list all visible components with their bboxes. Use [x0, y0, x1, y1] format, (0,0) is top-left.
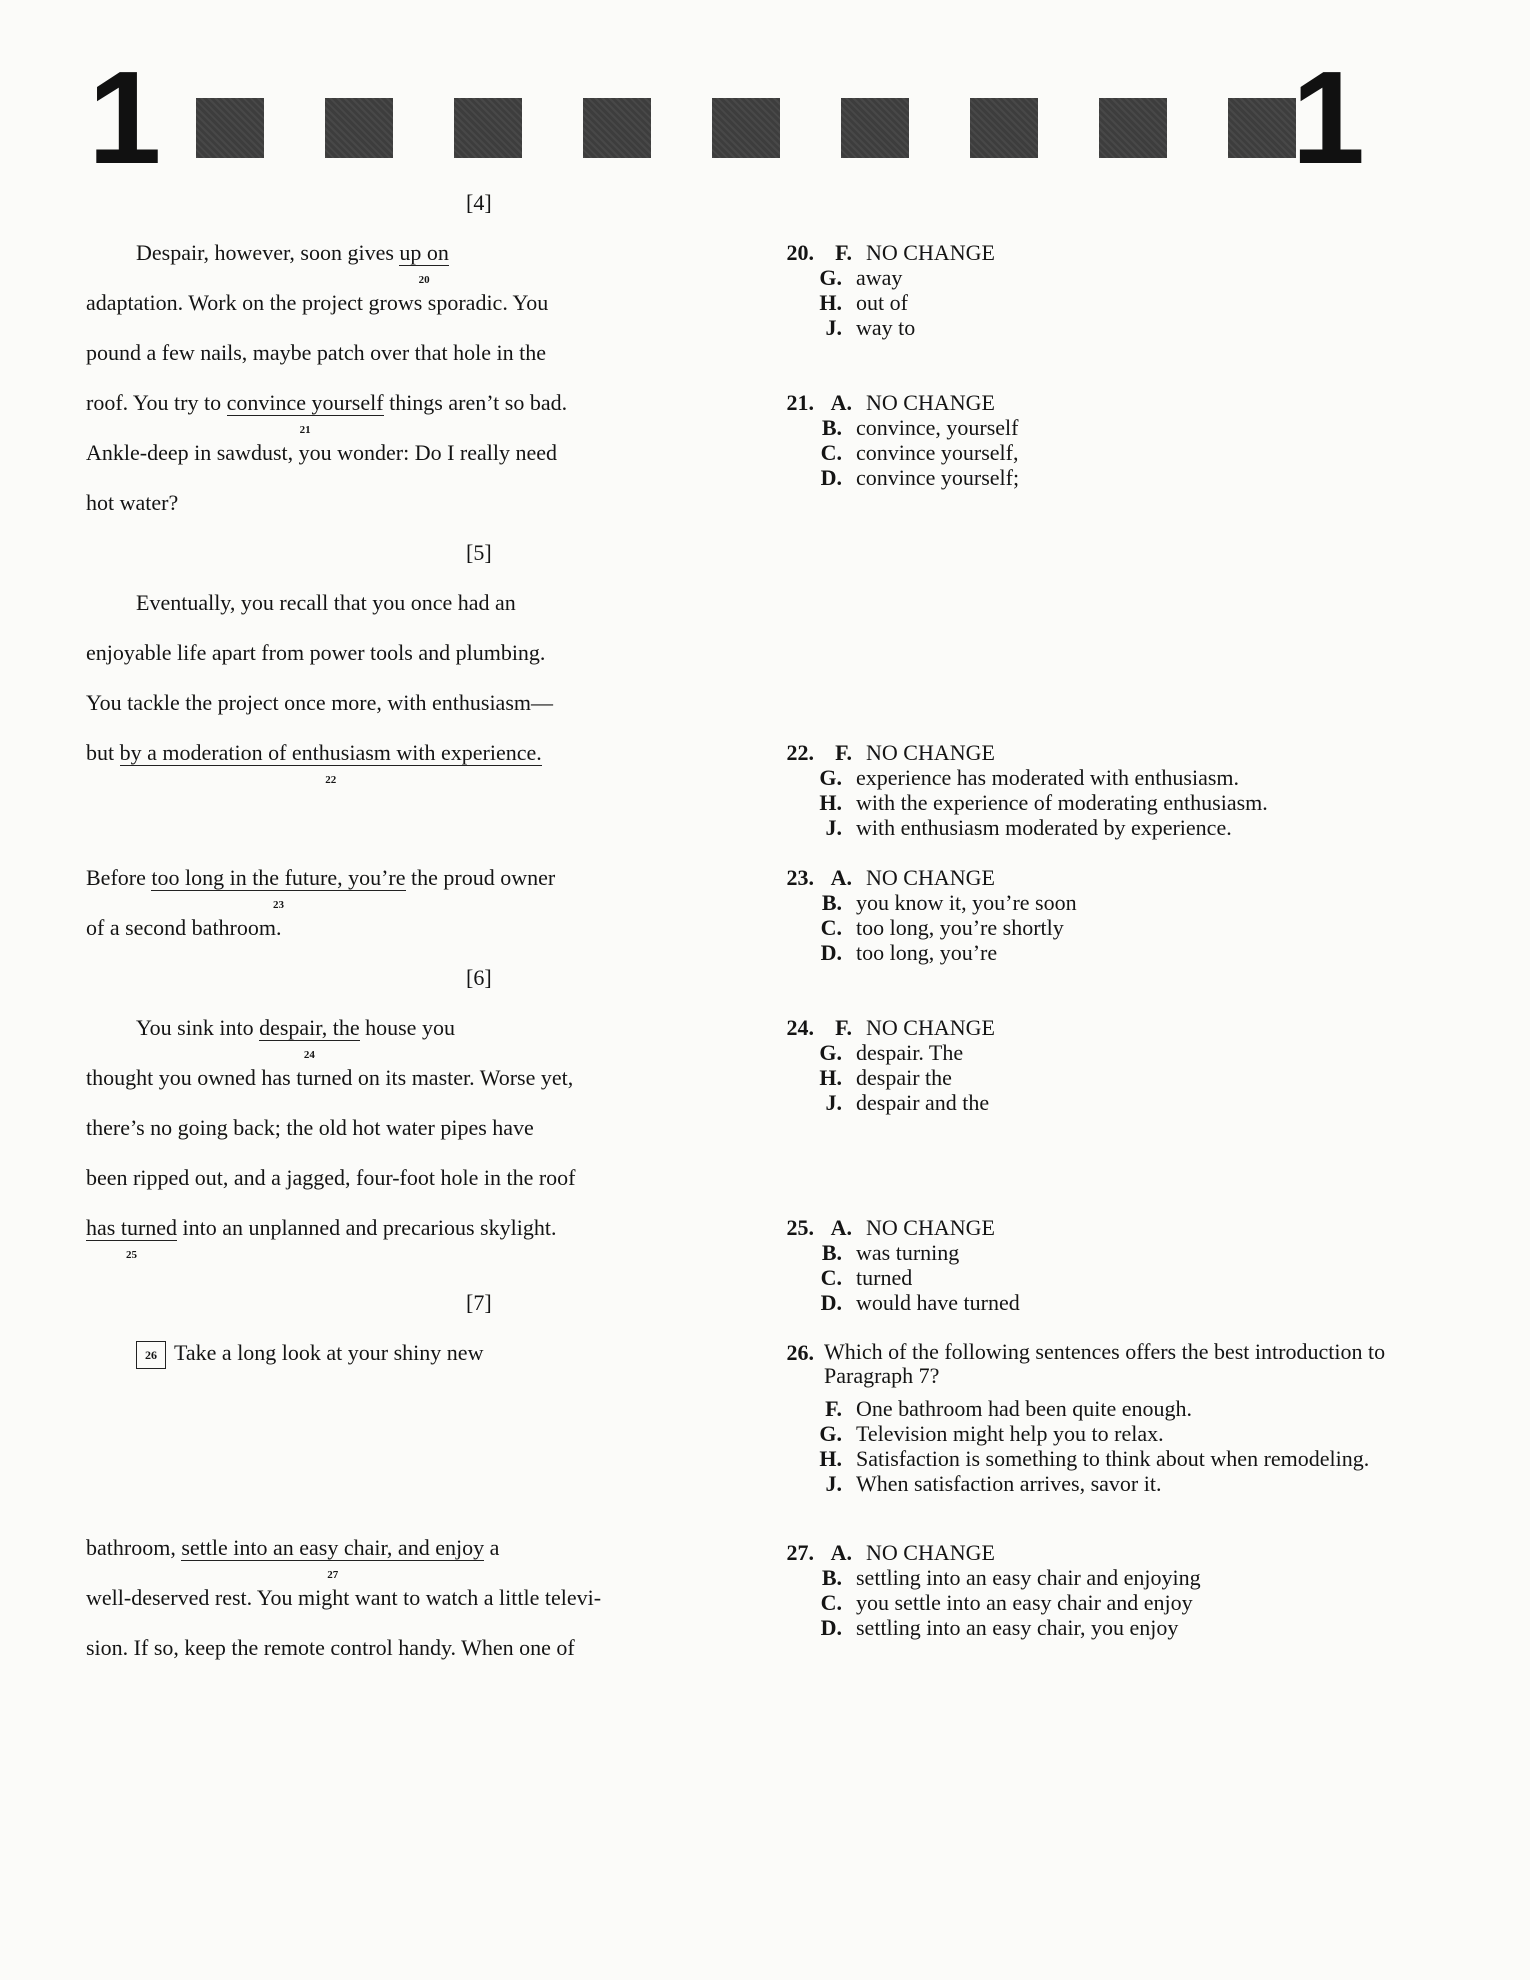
answer-option[interactable]	[762, 890, 1392, 915]
option-text: experience has moderated with enthusiasm.	[856, 765, 1240, 790]
passage-line: adaptation. Work on the project grows sporadic. You	[86, 290, 549, 315]
option-letter: G.	[819, 1421, 842, 1446]
underlined-portion	[86, 1215, 178, 1261]
question-number: 26.	[786, 1340, 814, 1365]
underlined-text: despair, the	[259, 1015, 360, 1040]
header-block	[196, 98, 264, 158]
option-letter: G.	[819, 1040, 842, 1065]
passage-text: things aren’t so bad.	[383, 390, 568, 415]
answer-option[interactable]	[762, 315, 1392, 340]
answer-option[interactable]	[762, 1015, 1392, 1040]
option-text: Satisfaction is something to think about when remodeling.	[856, 1446, 1370, 1471]
answer-option[interactable]	[762, 765, 1392, 790]
question-number: 24.	[786, 1015, 814, 1040]
passage-text: You sink into	[136, 1015, 260, 1040]
answer-option[interactable]	[762, 740, 1392, 765]
option-text: settling into an easy chair and enjoying	[856, 1565, 1201, 1590]
passage-line: well-deserved rest. You might want to watch a little televi-	[86, 1585, 602, 1610]
passage-line	[86, 1015, 455, 1061]
option-letter: H.	[819, 790, 842, 815]
option-text: despair and the	[856, 1090, 990, 1115]
passage-line: Eventually, you recall that you once had an	[136, 590, 516, 615]
question-number: 22.	[786, 740, 814, 765]
question-number-marker: 25	[126, 1249, 138, 1261]
question-number-marker: 24	[303, 1049, 315, 1061]
passage-line: of a second bathroom.	[86, 915, 282, 940]
option-letter: A.	[830, 865, 852, 890]
paragraph-label: [6]	[466, 965, 492, 990]
question-number: 25.	[786, 1215, 814, 1240]
question-stem	[762, 1340, 1392, 1388]
passage-text: Despair, however, soon gives	[136, 240, 400, 265]
option-text: convince yourself;	[856, 465, 1020, 490]
option-text: way to	[856, 315, 916, 340]
passage-text: into an unplanned and precarious skylight.	[177, 1215, 557, 1240]
option-text: too long, you’re	[856, 940, 998, 965]
underlined-text: too long in the future, you’re	[151, 865, 406, 890]
question-number-marker: 21	[299, 424, 311, 436]
underlined-text: up on	[399, 240, 449, 265]
question-number: 20.	[786, 240, 814, 265]
passage-text: the proud owner	[405, 865, 556, 890]
answer-option[interactable]	[762, 465, 1392, 490]
answer-option[interactable]	[762, 1065, 1392, 1090]
passage-line: there’s no going back; the old hot water pipes have	[86, 1115, 534, 1140]
passage-line: sion. If so, keep the remote control handy. When one of	[86, 1635, 575, 1660]
header-block	[841, 98, 909, 158]
option-text: despair. The	[856, 1040, 964, 1065]
section-header	[0, 0, 1530, 190]
option-letter: D.	[820, 1290, 842, 1315]
option-letter: C.	[820, 1590, 842, 1615]
option-letter: D.	[820, 940, 842, 965]
passage-line	[86, 240, 449, 286]
answer-option[interactable]	[762, 815, 1392, 840]
option-letter: C.	[820, 1265, 842, 1290]
answer-option[interactable]	[762, 1471, 1392, 1496]
passage-text: Take a long look at your shiny new	[174, 1340, 484, 1365]
passage-text: but	[86, 740, 120, 765]
option-letter: G.	[819, 265, 842, 290]
header-block	[454, 98, 522, 158]
underlined-text: by a moderation of enthusiasm with experience.	[119, 740, 542, 765]
option-text: NO CHANGE	[866, 865, 995, 890]
option-text: One bathroom had been quite enough.	[856, 1396, 1193, 1421]
option-letter: H.	[819, 290, 842, 315]
passage-line: enjoyable life apart from power tools and plumbing.	[86, 640, 546, 665]
option-text: convince yourself,	[856, 440, 1019, 465]
answer-option[interactable]	[762, 1565, 1392, 1590]
passage-line	[86, 865, 556, 911]
question-number-marker: 20	[418, 274, 430, 286]
option-letter: H.	[819, 1065, 842, 1090]
option-text: turned	[856, 1265, 913, 1290]
paragraph-label: [5]	[466, 540, 492, 565]
option-letter: A.	[830, 390, 852, 415]
answer-option[interactable]	[762, 865, 1392, 890]
passage-line	[86, 390, 568, 436]
answer-option[interactable]	[762, 1590, 1392, 1615]
option-letter: F.	[835, 1015, 852, 1040]
underlined-portion	[259, 1015, 360, 1061]
underlined-portion	[181, 1535, 485, 1581]
option-text: NO CHANGE	[866, 390, 995, 415]
option-text: you settle into an easy chair and enjoy	[856, 1590, 1193, 1615]
option-text: settling into an easy chair, you enjoy	[856, 1615, 1179, 1640]
passage-line: hot water?	[86, 490, 179, 515]
option-letter: F.	[835, 240, 852, 265]
option-text: When satisfaction arrives, savor it.	[856, 1471, 1162, 1496]
answer-option[interactable]	[762, 1215, 1392, 1240]
option-letter: F.	[825, 1396, 842, 1421]
passage-line	[86, 1215, 557, 1261]
answer-option[interactable]	[762, 1396, 1392, 1421]
option-letter: B.	[821, 1240, 842, 1265]
answer-option[interactable]	[762, 1040, 1392, 1065]
passage-text: a	[484, 1535, 500, 1560]
option-text: NO CHANGE	[866, 1215, 995, 1240]
option-letter: B.	[821, 1565, 842, 1590]
passage-line	[86, 1340, 483, 1369]
header-block	[583, 98, 651, 158]
header-block	[1228, 98, 1296, 158]
question-number: 21.	[786, 390, 814, 415]
passage-text: bathroom,	[86, 1535, 182, 1560]
option-letter: D.	[820, 1615, 842, 1640]
underlined-text: convince yourself	[226, 390, 384, 415]
option-text: NO CHANGE	[866, 1015, 995, 1040]
section-number-right: 1	[1291, 44, 1365, 191]
answer-option[interactable]	[762, 1615, 1392, 1640]
boxed-question-number: 26	[136, 1341, 166, 1369]
header-block	[970, 98, 1038, 158]
passage-line: pound a few nails, maybe patch over that hole in the	[86, 340, 547, 365]
option-text: with enthusiasm moderated by experience.	[856, 815, 1232, 840]
question-23	[762, 865, 1392, 965]
question-number-marker: 27	[327, 1569, 339, 1581]
option-text: NO CHANGE	[866, 1540, 995, 1565]
option-text: away	[856, 265, 903, 290]
passage-line: You tackle the project once more, with enthusiasm—	[86, 690, 553, 715]
header-block	[712, 98, 780, 158]
answer-option[interactable]	[762, 1290, 1392, 1315]
option-letter: A.	[830, 1540, 852, 1565]
option-text: Television might help you to relax.	[856, 1421, 1164, 1446]
underlined-portion	[151, 865, 406, 911]
option-text: NO CHANGE	[866, 240, 995, 265]
option-text: too long, you’re shortly	[856, 915, 1064, 940]
option-letter: B.	[821, 890, 842, 915]
underlined-portion	[226, 390, 384, 436]
header-block	[1099, 98, 1167, 158]
passage-line: thought you owned has turned on its master. Worse yet,	[86, 1065, 574, 1090]
option-text: despair the	[856, 1065, 952, 1090]
question-number: 27.	[786, 1540, 814, 1565]
answer-option[interactable]	[762, 1540, 1392, 1565]
option-text: out of	[856, 290, 908, 315]
option-letter: A.	[830, 1215, 852, 1240]
answer-option[interactable]	[762, 1421, 1392, 1446]
answer-option[interactable]	[762, 1446, 1392, 1471]
option-letter: J.	[825, 315, 842, 340]
section-number-left: 1	[88, 44, 162, 191]
underlined-portion	[399, 240, 449, 286]
paragraph-label: [4]	[466, 190, 492, 215]
answer-option[interactable]	[762, 290, 1392, 315]
paragraph-label: [7]	[466, 1290, 492, 1315]
answer-option[interactable]	[762, 1090, 1392, 1115]
passage-text: Before	[86, 865, 152, 890]
question-number-marker: 22	[325, 774, 337, 786]
option-text: was turning	[856, 1240, 960, 1265]
question-21	[762, 390, 1392, 490]
question-26	[762, 1340, 1392, 1496]
passage-line: been ripped out, and a jagged, four-foot hole in the roof	[86, 1165, 576, 1190]
option-text: convince, yourself	[856, 415, 1019, 440]
option-text: with the experience of moderating enthusiasm.	[856, 790, 1268, 815]
underlined-text: has turned	[86, 1215, 178, 1240]
option-text: NO CHANGE	[866, 740, 995, 765]
option-letter: F.	[835, 740, 852, 765]
option-text: you know it, you’re soon	[856, 890, 1077, 915]
question-number-marker: 23	[272, 899, 284, 911]
question-20	[762, 240, 1392, 340]
option-letter: J.	[825, 1471, 842, 1496]
option-letter: J.	[825, 815, 842, 840]
question-25	[762, 1215, 1392, 1315]
passage-text: roof. You try to	[86, 390, 227, 415]
underlined-portion	[119, 740, 542, 786]
option-letter: B.	[821, 415, 842, 440]
option-letter: J.	[825, 1090, 842, 1115]
question-27	[762, 1540, 1392, 1640]
answer-option[interactable]	[762, 1265, 1392, 1290]
option-letter: D.	[820, 465, 842, 490]
question-22	[762, 740, 1392, 840]
answer-option[interactable]	[762, 390, 1392, 415]
answer-option[interactable]	[762, 915, 1392, 940]
option-letter: G.	[819, 765, 842, 790]
passage-line	[86, 740, 542, 786]
answer-option[interactable]	[762, 240, 1392, 265]
underlined-text: settle into an easy chair, and enjoy	[181, 1535, 485, 1560]
answer-option[interactable]	[762, 265, 1392, 290]
answer-option[interactable]	[762, 790, 1392, 815]
question-stem-text: Which of the following sentences offers the best introduction to Paragraph 7?	[824, 1339, 1386, 1388]
answer-option[interactable]	[762, 415, 1392, 440]
answer-option[interactable]	[762, 940, 1392, 965]
question-24	[762, 1015, 1392, 1115]
answer-option[interactable]	[762, 440, 1392, 465]
option-text: would have turned	[856, 1290, 1020, 1315]
question-number: 23.	[786, 865, 814, 890]
passage-text: house you	[359, 1015, 455, 1040]
option-letter: H.	[819, 1446, 842, 1471]
passage-line	[86, 1535, 500, 1581]
passage-line: Ankle-deep in sawdust, you wonder: Do I really need	[86, 440, 558, 465]
header-block	[325, 98, 393, 158]
option-letter: C.	[820, 440, 842, 465]
option-letter: C.	[820, 915, 842, 940]
answer-option[interactable]	[762, 1240, 1392, 1265]
